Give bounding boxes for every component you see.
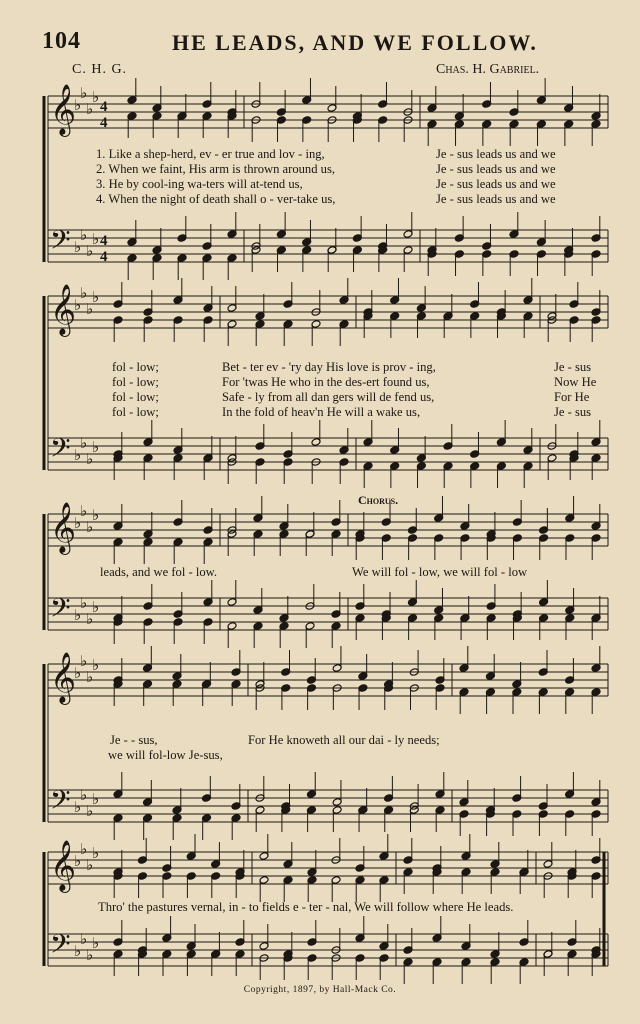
hymn-title: HE LEADS, AND WE FOLLOW. xyxy=(172,30,538,55)
flat-icon: ♭ xyxy=(86,946,94,964)
flat-icon: ♭ xyxy=(92,790,100,808)
flat-icon: ♭ xyxy=(86,242,94,260)
verse1-line1: 1. Like a shep-herd, ev - er true and lov - ing, xyxy=(96,147,325,161)
flat-icon: ♭ xyxy=(92,438,100,456)
bass-clef-icon: 𝄢 xyxy=(50,928,71,966)
composer-credit: Chas. H. Gabriel. xyxy=(436,62,540,77)
flat-icon: ♭ xyxy=(80,84,88,102)
flat-icon: ♭ xyxy=(92,934,100,952)
author-initials: C. H. G. xyxy=(72,62,128,77)
flat-icon: ♭ xyxy=(92,88,100,106)
verse3-line1: 3. He by cool-ing wa-ters will at-tend us, xyxy=(96,177,303,191)
flat-icon: ♭ xyxy=(92,506,100,524)
verse2-line1: 2. When we faint, His arm is thrown around us, xyxy=(96,162,336,176)
bass-clef-icon: 𝄢 xyxy=(50,784,71,822)
flat-icon: ♭ xyxy=(86,802,94,820)
verse4-line2-start: fol - low; xyxy=(112,405,159,419)
line5-lyric: Thro' the pastures vernal, in - to fields e - ter - nal, We will follow where He leads. xyxy=(98,900,514,914)
page-number: 104 xyxy=(42,28,81,54)
flat-icon: ♭ xyxy=(80,930,88,948)
verse1-line2: Bet - ter ev - 'ry day His love is prov - ing, xyxy=(222,360,436,374)
flat-icon: ♭ xyxy=(80,594,88,612)
line4-lyric-b: For He knoweth all our dai - ly needs; xyxy=(248,733,440,747)
time-signature: 4 xyxy=(100,249,108,265)
verse1-line2-end: Je - sus xyxy=(554,360,592,374)
verse4-line1: 4. When the night of death shall o - ver-take us, xyxy=(96,192,336,206)
verse2-line2-start: fol - low; xyxy=(112,375,159,389)
flat-icon: ♭ xyxy=(80,434,88,452)
treble-clef-icon: 𝄞 xyxy=(50,502,77,553)
verse3-line2-start: fol - low; xyxy=(112,390,159,404)
verse2-line2: For 'twas He who in the des-ert found us, xyxy=(222,375,430,389)
line4-lyric-c: we will fol-low Je-sus, xyxy=(108,748,223,762)
flat-icon: ♭ xyxy=(80,652,88,670)
line3-lyric-a: leads, and we fol - low. xyxy=(100,565,218,579)
flat-icon: ♭ xyxy=(92,598,100,616)
flat-icon: ♭ xyxy=(74,664,82,682)
flat-icon: ♭ xyxy=(80,284,88,302)
flat-icon: ♭ xyxy=(74,514,82,532)
flat-icon: ♭ xyxy=(92,288,100,306)
flat-icon: ♭ xyxy=(86,610,94,628)
flat-icon: ♭ xyxy=(86,518,94,536)
copyright-notice: Copyright, 1897, by Hall-Mack Co. xyxy=(243,985,397,995)
flat-icon: ♭ xyxy=(92,844,100,862)
line4-lyric-a: Je - - sus, xyxy=(110,733,158,747)
verse4-line1-end: Je - sus leads us and we xyxy=(436,192,556,206)
treble-clef-icon: 𝄞 xyxy=(50,652,77,703)
flat-icon: ♭ xyxy=(86,668,94,686)
verse4-line2-end: Je - sus xyxy=(554,405,592,419)
verse1-line1-end: Je - sus leads us and we xyxy=(436,147,556,161)
verse3-line2: Safe - ly from all dan gers will de fend us, xyxy=(222,390,435,404)
flat-icon: ♭ xyxy=(74,96,82,114)
flat-icon: ♭ xyxy=(86,856,94,874)
bass-clef-icon: 𝄢 xyxy=(50,224,71,262)
flat-icon: ♭ xyxy=(74,238,82,256)
flat-icon: ♭ xyxy=(74,296,82,314)
verse1-line2-start: fol - low; xyxy=(112,360,159,374)
flat-icon: ♭ xyxy=(74,852,82,870)
flat-icon: ♭ xyxy=(80,226,88,244)
flat-icon: ♭ xyxy=(74,606,82,624)
flat-icon: ♭ xyxy=(92,230,100,248)
verse2-line2-end: Now He xyxy=(554,375,597,389)
treble-clef-icon: 𝄞 xyxy=(50,84,77,135)
chorus-label: Chorus. xyxy=(358,493,399,507)
treble-clef-icon: 𝄞 xyxy=(50,840,77,891)
verse3-line2-end: For He xyxy=(554,390,590,404)
treble-clef-icon: 𝄞 xyxy=(50,284,77,335)
verse2-line1-end: Je - sus leads us and we xyxy=(436,162,556,176)
bass-clef-icon: 𝄢 xyxy=(50,592,71,630)
flat-icon: ♭ xyxy=(86,100,94,118)
flat-icon: ♭ xyxy=(80,786,88,804)
flat-icon: ♭ xyxy=(74,942,82,960)
flat-icon: ♭ xyxy=(80,502,88,520)
time-signature: 4 xyxy=(100,233,108,249)
flat-icon: ♭ xyxy=(74,798,82,816)
bass-clef-icon: 𝄢 xyxy=(50,432,71,470)
time-signature: 4 xyxy=(100,115,108,131)
flat-icon: ♭ xyxy=(74,446,82,464)
flat-icon: ♭ xyxy=(86,300,94,318)
line3-lyric-b: We will fol - low, we will fol - low xyxy=(352,565,528,579)
flat-icon: ♭ xyxy=(80,840,88,858)
verse3-line1-end: Je - sus leads us and we xyxy=(436,177,556,191)
time-signature: 4 xyxy=(100,99,108,115)
verse4-line2: In the fold of heav'n He will a wake us, xyxy=(222,405,421,419)
flat-icon: ♭ xyxy=(86,450,94,468)
flat-icon: ♭ xyxy=(92,656,100,674)
